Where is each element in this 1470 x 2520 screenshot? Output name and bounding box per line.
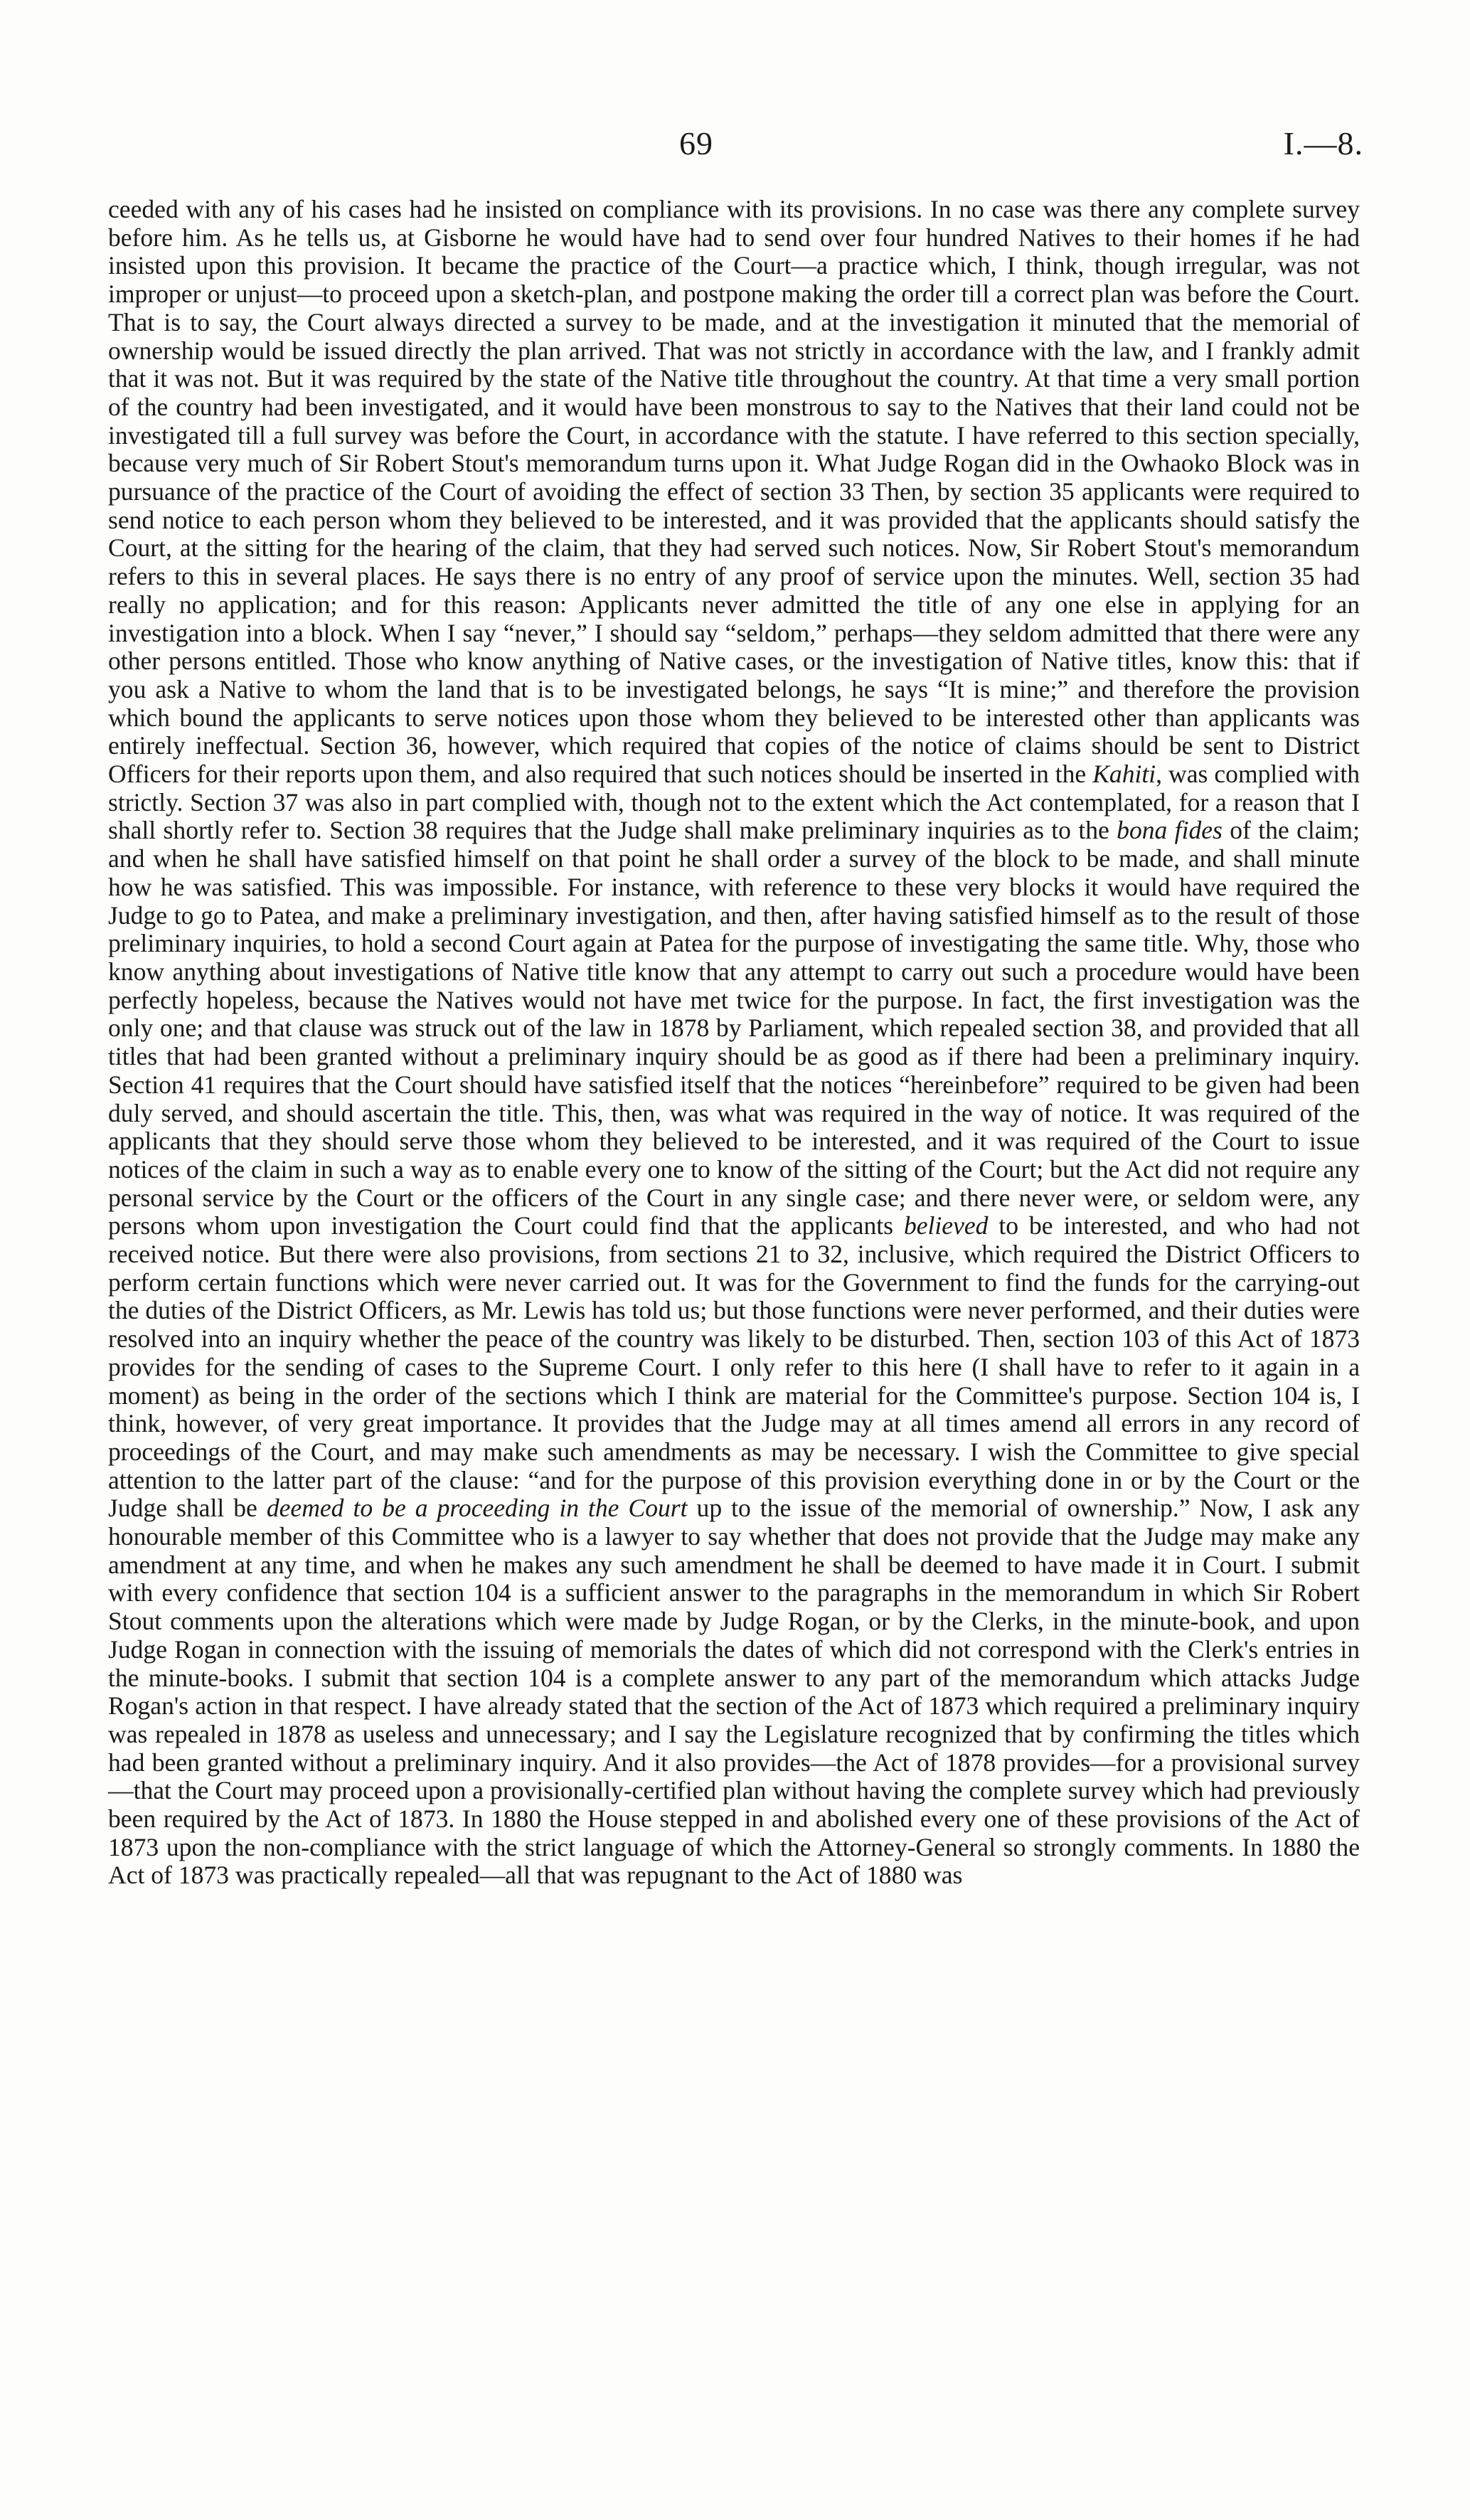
- text-run: to be interested, and who had not received notice. But there were also provisions, from sections 21 to 32, inclusive, which required the District Officers to perform certain functions which were never carried out. It was for the Government to find the funds for the carrying-out the duties of the District Officers, as Mr. Lewis has told us; but those functions were never performed, and their duties were resolved into an inquiry whether the peace of the country was likely to be disturbed. Then, section 103 of this Act of 1873 provides for the sending of cases to the Supreme Court. I only refer to this here (I shall have to refer to it again in a moment) as being in the order of the sections which I think are material for the Committee's purpose. Section 104 is, I think, however, of very great importance. It provides that the Judge may at all times amend all errors in any record of proceedings of the Court, and may make such amendments as may be necessary. I wish the Committee to give special attention to the latter part of the clause: “and for the purpose of this provision everything done in or by the Court or the Judge shall be: [108, 1211, 1360, 1523]
- italic-believed: believed: [903, 1211, 989, 1240]
- text-run: ceeded with any of his cases had he insisted on compliance with its provisions. In no case was there any complete survey before him. As he tells us, at Gisborne he would have had to send over four hundred Natives to their homes if he had insisted upon this provision. It became the practice of the Court—a practice which, I think, though irregular, was not improper or unjust—to proceed upon a sketch-plan, and postpone making the order till a correct plan was before the Court. That is to say, the Court always directed a survey to be made, and at the investigation it minuted that the memorial of ownership would be issued directly the plan arrived. That was not strictly in accordance with the law, and I frankly admit that it was not. But it was required by the state of the Native title throughout the country. At that time a very small portion of the country had been investigated, and it would have been monstrous to say to the Natives that their land could not be investigated till a full survey was before the Court, in accordance with the statute. I have referred to this section specially, because very much of Sir Robert Stout's memorandum turns upon it. What Judge Rogan did in the Owhaoko Block was in pursuance of the practice of the Court of avoiding the effect of section 33 Then, by section 35 applicants were required to send notice to each person whom they believed to be interested, and it was provided that the applicants should satisfy the Court, at the sitting for the hearing of the claim, that they had served such notices. Now, Sir Robert Stout's memorandum refers to this in several places. He says there is no entry of any proof of service upon the minutes. Well, section 35 had really no application; and for this reason: Applicants never admitted the title of any one else in applying for an investigation into a block. When I say “never,” I should say “seldom,” perhaps—they seldom admitted that there were any other persons entitled. Those who know anything of Native cases, or the investigation of Native titles, know this: that if you ask a Native to whom the land that is to be investigated belongs, he says “It is mine;” and therefore the provision which bound the applicants to serve notices upon those whom they believed to be interested other than applicants was entirely ineffectual. Section 36, however, which required that copies of the notice of claims should be sent to District Officers for their reports upon them, and also required that such notices should be inserted in the: [108, 195, 1360, 789]
- italic-bona-fides: bona fides: [1117, 816, 1223, 845]
- text-run: up to the issue of the memorial of ownership.” Now, I ask any honourable member of this Committee who is a lawyer to say whether that does not provide that the Judge may make any amendment at any time, and when he makes any such amendment he shall be deemed to have made it in Court. I submit with every confidence that section 104 is a sufficient answer to the paragraphs in the memorandum in which Sir Robert Stout comments upon the alterations which were made by Judge Rogan, or by the Clerks, in the minute-book, and upon Judge Rogan in connection with the issuing of memorials the dates of which did not correspond with the Clerk's entries in the minute-books. I submit that section 104 is a complete answer to any part of the memorandum which attacks Judge Rogan's action in that respect. I have already stated that the section of the Act of 1873 which required a preliminary inquiry was repealed in 1878 as useless and unnecessary; and I say the Legislature recognized that by confirming the titles which had been granted without a preliminary inquiry. And it also provides—the Act of 1878 provides—for a provisional survey—that the Court may proceed upon a provisionally-certified plan without having the complete survey which had previously been required by the Act of 1873. In 1880 the House stepped in and abolished every one of these provisions of the Act of 1873 upon the non-compliance with the strict language of which the Attorney-General so strongly comments. In 1880 the Act of 1873 was practically repealed—all that was repugnant to the Act of 1880 was: [108, 1494, 1360, 1890]
- italic-deemed-proceeding: deemed to be a proceeding in the Court: [266, 1494, 688, 1523]
- body-paragraph: [108, 196, 1360, 1890]
- paper-reference: I.—8.: [1283, 125, 1363, 161]
- italic-kahiti: Kahiti: [1092, 760, 1156, 789]
- page-header: [0, 124, 1470, 167]
- text-run: of the claim; and when he shall have satisfied himself on that point he shall order a survey of the block to be made, and shall minute how he was satisfied. This was impossible. For instance, with reference to these very blocks it would have required the Judge to go to Patea, and make a preliminary investigation, and then, after having satisfied himself as to the result of those preliminary inquiries, to hold a second Court again at Patea for the purpose of investigating the same title. Why, those who know anything about investigations of Native title know that any attempt to carry out such a procedure would have been perfectly hopeless, because the Natives would not have met twice for the purpose. In fact, the first investigation was the only one; and that clause was struck out of the law in 1878 by Parliament, which repealed section 38, and provided that all titles that had been granted without a preliminary inquiry should be as good as if there had been a preliminary inquiry. Section 41 requires that the Court should have satisfied itself that the notices “hereinbefore” required to be given had been duly served, and should ascertain the title. This, then, was what was required in the way of notice. It was required of the applicants that they should serve those whom they believed to be interested, and it was required of the Court to issue notices of the claim in such a way as to enable every one to know of the sitting of the Court; but the Act did not require any personal service by the Court or the officers of the Court in any single case; and there never were, or seldom were, any persons whom upon investigation the Court could find that the applicants: [108, 816, 1360, 1240]
- page-number: 69: [679, 125, 713, 161]
- text-run: , was complied with strictly. Section 37 was also in part complied with, though not to the extent which the Act contemplated, for a reason that I shall shortly refer to. Section 38 requires that the Judge shall make preliminary inquiries as to the: [108, 760, 1360, 845]
